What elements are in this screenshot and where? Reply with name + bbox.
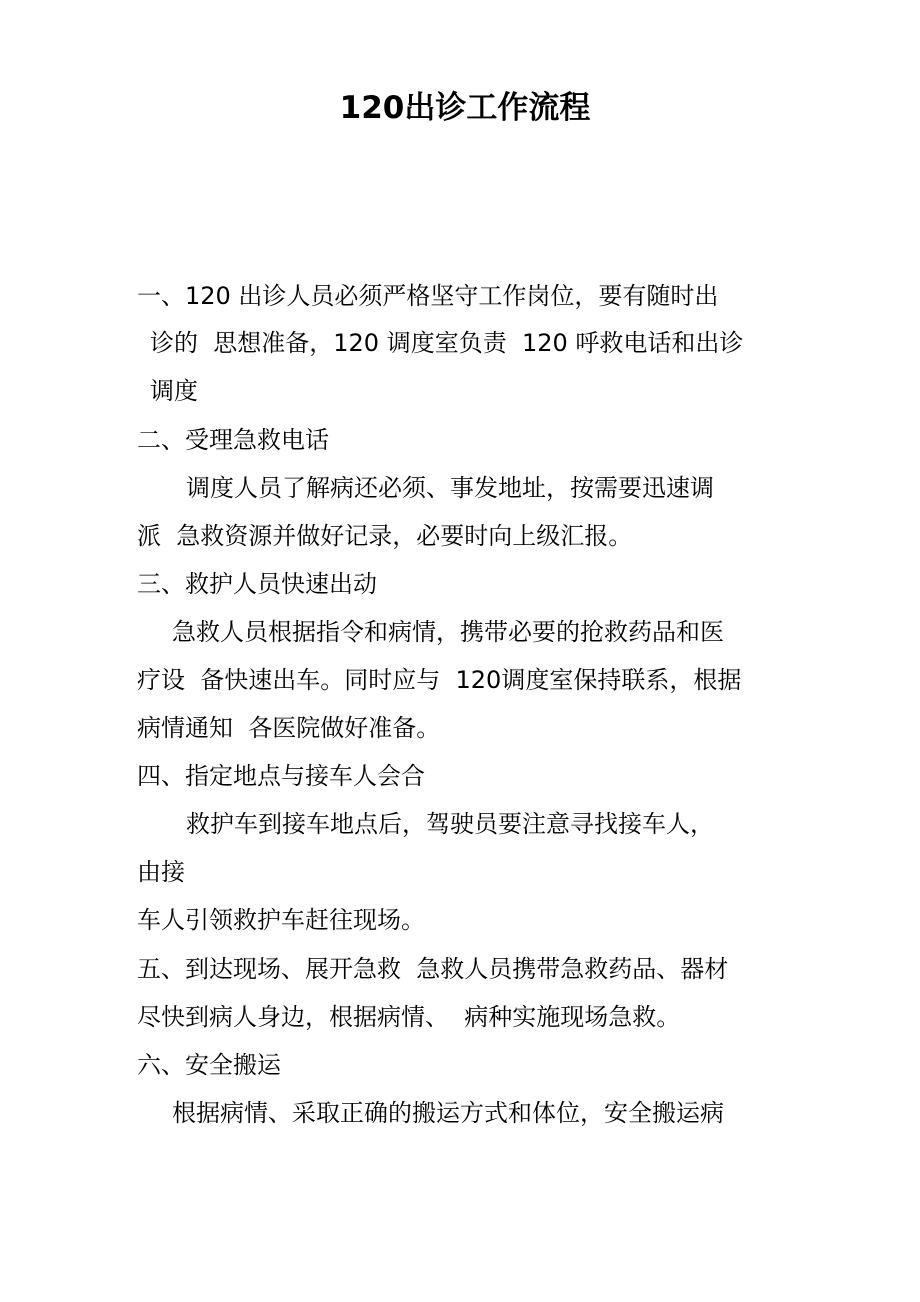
text-line-6: 派 急救资源并做好记录，必要时向上级汇报。 [137, 522, 633, 550]
text-line-9: 疗设 备快速出车。同时应与 120调度室保持联系，根据 [137, 666, 742, 694]
section-heading-3: 三、救护人员快速出动 [137, 570, 377, 598]
text-line-18: 根据病情、采取正确的搬运方式和体位，安全搬运病 [172, 1099, 724, 1127]
text-line-16: 尽快到病人身边，根据病情、 病种实施现场急救。 [137, 1003, 681, 1031]
text-line-12: 救护车到接车地点后，驾驶员要注意寻找接车人， [186, 810, 714, 838]
text-line-1: 一、120 出诊人员必须严格坚守工作岗位，要有随时出 [137, 282, 719, 310]
document-title: 120出诊工作流程 [339, 90, 591, 126]
text-line-8: 急救人员根据指令和病情，携带必要的抢救药品和医 [172, 618, 724, 646]
section-heading-2: 二、受理急救电话 [137, 426, 329, 454]
text-line-2: 诊的 思想准备，120 调度室负责 120 呼救电话和出诊 [150, 329, 744, 357]
text-line-3: 调度 [150, 377, 198, 405]
section-heading-6: 六、安全搬运 [137, 1051, 281, 1079]
section-heading-4: 四、指定地点与接车人会合 [137, 762, 425, 790]
section-heading-5: 五、到达现场、展开急救 急救人员携带急救药品、器材 [137, 955, 729, 983]
text-line-10: 病情通知 各医院做好准备。 [137, 714, 441, 742]
text-line-13: 由接 [137, 858, 185, 886]
text-line-14: 车人引领救护车赶往现场。 [137, 906, 425, 934]
text-line-5: 调度人员了解病还必须、事发地址，按需要迅速调 [186, 474, 714, 502]
